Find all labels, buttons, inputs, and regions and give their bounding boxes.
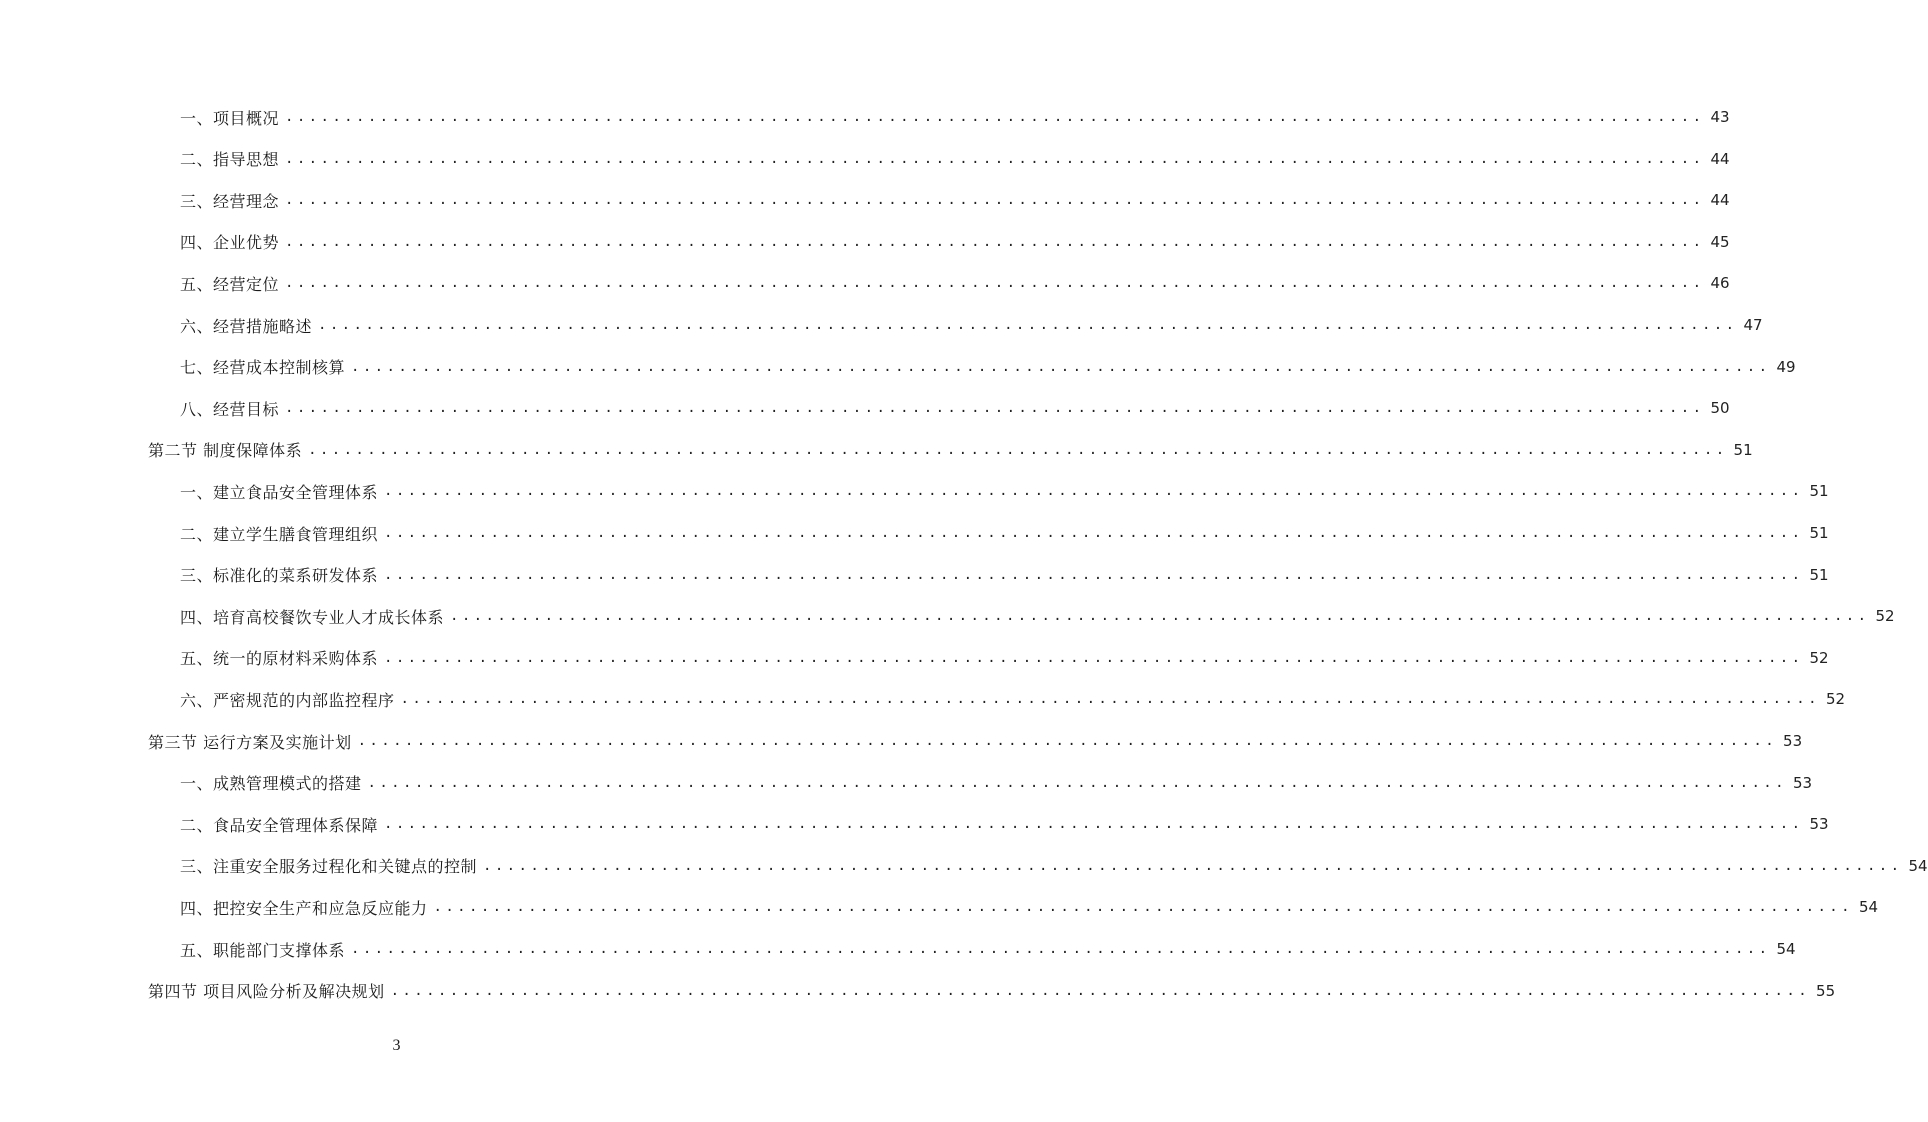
toc-entry <box>180 476 1829 506</box>
toc-leader-dots: ........................................................................................................................ <box>390 982 1811 999</box>
toc-entry-page: 54 <box>1858 898 1879 917</box>
toc-entry-page: 54 <box>1776 940 1796 958</box>
toc-leader-dots: ........................................................................................................................ <box>450 608 1870 625</box>
toc-entry-title: 二、指导思想 <box>180 150 280 170</box>
toc-leader-dots: ........................................................................................................................ <box>384 483 1804 500</box>
toc-leader-dots: ........................................................................................................................ <box>285 192 1705 209</box>
toc-leader-dots: ........................................................................................................................ <box>384 566 1804 583</box>
toc-entry-title: 一、成熟管理模式的搭建 <box>180 774 362 794</box>
toc-entry <box>148 726 1803 756</box>
toc-entry-page: 46 <box>1710 274 1730 293</box>
toc-entry-page: 53 <box>1809 815 1829 834</box>
toc-entry <box>180 144 1730 174</box>
toc-entry <box>180 268 1730 298</box>
toc-leader-dots: ........................................................................................................................ <box>384 525 1804 541</box>
toc-entry-page: 50 <box>1710 399 1730 418</box>
toc-entry-title: 三、标准化的菜系研发体系 <box>180 566 379 586</box>
toc-entry-page: 54 <box>1908 856 1928 875</box>
toc-entry <box>180 227 1730 257</box>
toc-entry <box>180 352 1796 382</box>
toc-entry-page: 44 <box>1710 149 1730 168</box>
toc-entry <box>180 768 1813 798</box>
toc-entry-title: 四、把控安全生产和应急反应能力 <box>180 898 428 918</box>
toc-leader-dots: ........................................................................................................................ <box>285 400 1705 417</box>
toc-entry-page: 43 <box>1710 108 1730 126</box>
toc-leader-dots: ........................................................................................................................ <box>285 233 1705 250</box>
toc-entry-title: 一、项目概况 <box>180 108 280 128</box>
toc-entry-title: 第三节 运行方案及实施计划 <box>148 732 352 752</box>
toc-leader-dots: ........................................................................................................................ <box>308 441 1728 458</box>
toc-leader-dots: ........................................................................................................................ <box>351 941 1771 957</box>
toc-entry-page: 45 <box>1710 232 1730 251</box>
toc-entry <box>180 892 1879 922</box>
toc-entry <box>180 684 1846 714</box>
toc-entry <box>180 934 1796 964</box>
toc-entry-title: 一、建立食品安全管理体系 <box>180 482 379 502</box>
toc-leader-dots: ........................................................................................................................ <box>367 774 1787 791</box>
toc-entry-page: 51 <box>1809 565 1829 584</box>
toc-entry-page: 52 <box>1809 648 1829 667</box>
toc-entry <box>180 560 1829 590</box>
toc-entry-page: 51 <box>1733 440 1753 459</box>
toc-entry-title: 二、建立学生膳食管理组织 <box>180 524 379 544</box>
toc-entry <box>180 310 1763 340</box>
toc-entry <box>180 518 1829 548</box>
toc-entry-page: 51 <box>1809 524 1829 542</box>
toc-entry-title: 八、经营目标 <box>180 399 280 419</box>
toc-entry-title: 第四节 项目风险分析及解决规划 <box>148 982 385 1002</box>
toc-entry-page: 52 <box>1825 690 1846 709</box>
toc-entry-title: 五、统一的原材料采购体系 <box>180 649 379 669</box>
toc-leader-dots: ........................................................................................................................ <box>351 358 1771 375</box>
toc-entry-title: 四、企业优势 <box>180 233 280 253</box>
toc-entry-page: 51 <box>1809 482 1829 501</box>
toc-entry-page: 55 <box>1816 981 1836 1000</box>
toc-entry <box>180 102 1730 132</box>
toc-entry-page: 44 <box>1710 191 1730 210</box>
toc-entry <box>180 851 1928 881</box>
toc-entry-title: 五、职能部门支撑体系 <box>180 940 346 960</box>
toc-entry-page: 47 <box>1743 316 1763 334</box>
toc-leader-dots: ........................................................................................................................ <box>384 816 1804 833</box>
toc-entry <box>180 809 1829 839</box>
toc-entry-title: 二、食品安全管理体系保障 <box>180 815 379 835</box>
toc-entry <box>180 185 1730 215</box>
page-number: 3 <box>392 1037 401 1054</box>
toc-leader-dots: ........................................................................................................................ <box>384 649 1804 666</box>
toc-entry-title: 六、严密规范的内部监控程序 <box>180 690 395 710</box>
toc-entry <box>180 393 1730 423</box>
toc-entry-title: 四、培育高校餐饮专业人才成长体系 <box>180 607 445 627</box>
toc-leader-dots: ........................................................................................................................ <box>483 857 1903 874</box>
toc-entry-page: 52 <box>1875 607 1895 626</box>
toc-leader-dots: ........................................................................................................................ <box>285 150 1705 167</box>
toc-entry-title: 三、经营理念 <box>180 191 280 211</box>
toc-leader-dots: ........................................................................................................................ <box>400 691 1820 708</box>
toc-entry <box>148 435 1753 465</box>
toc-entry <box>180 643 1829 673</box>
toc-entry-title: 三、注重安全服务过程化和关键点的控制 <box>180 857 478 877</box>
toc-entry-title: 六、经营措施略述 <box>180 316 313 336</box>
toc-entry-page: 53 <box>1792 773 1813 792</box>
toc-entry-title: 七、经营成本控制核算 <box>180 358 346 378</box>
toc-entry-title: 第二节 制度保障体系 <box>148 441 303 461</box>
toc-entry-page: 49 <box>1776 357 1796 376</box>
toc-entry <box>180 601 1895 631</box>
toc-entry-title: 五、经营定位 <box>180 274 280 294</box>
toc-leader-dots: ........................................................................................................................ <box>433 899 1853 916</box>
toc-leader-dots: ........................................................................................................................ <box>318 317 1738 333</box>
toc-leader-dots: ........................................................................................................................ <box>285 275 1705 292</box>
toc-entry <box>148 976 1836 1006</box>
toc-entry-page: 53 <box>1783 732 1803 750</box>
toc-leader-dots: ........................................................................................................................ <box>357 733 1778 749</box>
toc-leader-dots: ........................................................................................................................ <box>285 109 1705 125</box>
